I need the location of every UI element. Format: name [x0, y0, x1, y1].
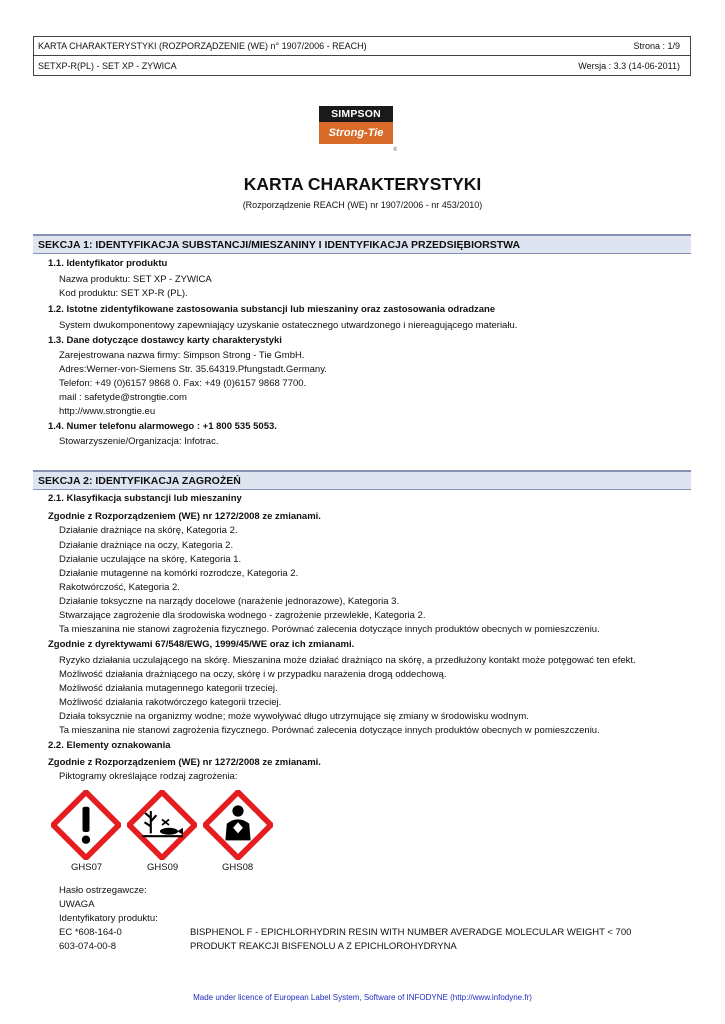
signal-word: UWAGA	[59, 899, 95, 910]
directive-hazard-item: Ryzyko działania uczulającego na skórę. Mieszanina może działać drażniąco na skórę, a przedłużony kontakt może potęgować ten efekt.	[59, 655, 636, 666]
directive-hazard-item: Możliwość działania mutagennego kategorii trzeciej.	[59, 683, 278, 694]
company-email[interactable]: mail : safetyde@strongtie.com	[59, 392, 187, 403]
environment-hazard-icon	[127, 790, 197, 860]
pictogram-label-ghs07: GHS07	[71, 862, 103, 873]
header-row-1	[34, 37, 690, 56]
exclamation-mark-icon	[51, 790, 121, 860]
product-name: Nazwa produktu: SET XP - ZYWICA	[59, 274, 212, 285]
product-reference: SETXP-R(PL) - SET XP - ZYWICA	[38, 60, 177, 71]
simpson-strong-tie-logo: SIMPSON Strong-Tie ®	[319, 106, 393, 146]
directive-hazard-item: Możliwość działania rakotwórczego kategorii trzeciej.	[59, 697, 282, 708]
header-title: KARTA CHARAKTERYSTYKI (ROZPORZĄDZENIE (WE) n° 1907/2006 - REACH)	[38, 41, 367, 51]
directive-hazard-item: Działa toksycznie na organizmy wodne; może wywoływać długo utrzymujące się zmiany w środowisku wodnym.	[59, 711, 529, 722]
pictogram-label-ghs09: GHS09	[147, 862, 179, 873]
clp-hazard-item: Działanie toksyczne na narządy docelowe (narażenie jednorazowe), Kategoria 3.	[59, 596, 400, 607]
header-row-2	[34, 56, 690, 75]
identifier-name: PRODUKT REAKCJI BISFENOLU A Z EPICHLOROHYDRYNA	[190, 941, 457, 952]
clp-hazard-item: Działanie drażniące na skórę, Kategoria 2.	[59, 525, 238, 536]
footer-licence[interactable]: Made under licence of European Label System, Software of INFODYNE (http://www.infodyne.fr)	[193, 993, 532, 1002]
clp-hazard-item: Ta mieszanina nie stanowi zagrożenia fizycznego. Porównać zalecenia dotyczące innych produktów obecnych w pomieszczeniu.	[59, 624, 600, 635]
section-1-4-title: 1.4. Numer telefonu alarmowego : +1 800 535 5053.	[48, 421, 277, 432]
identifier-name: BISPHENOL F - EPICHLORHYDRIN RESIN WITH NUMBER AVERADGE MOLECULAR WEIGHT < 700	[190, 927, 632, 938]
clp-hazard-item: Działanie uczulające na skórę, Kategoria 1.	[59, 554, 242, 565]
version-label: Wersja : 3.3 (14-06-2011)	[578, 60, 680, 71]
clp-hazard-item: Stwarzające zagrożenie dla środowiska wodnego - zagrożenie przewlekłe, Kategoria 2.	[59, 610, 426, 621]
pictograms-label: Piktogramy określające rodzaj zagrożenia:	[59, 771, 238, 782]
section-2-heading: SEKCJA 2: IDENTYFIKACJA ZAGROŻEŃ	[33, 470, 691, 490]
identifier-code: EC *608-164-0	[59, 927, 122, 938]
label-regulation-title: Zgodnie z Rozporządzeniem (WE) nr 1272/2008 ze zmianami.	[48, 757, 321, 768]
company-website[interactable]: http://www.strongtie.eu	[59, 406, 156, 417]
signal-word-label: Hasło ostrzegawcze:	[59, 885, 147, 896]
document-subtitle: (Rozporządzenie REACH (WE) nr 1907/2006 - nr 453/2010)	[242, 200, 483, 210]
health-hazard-icon	[203, 790, 273, 860]
product-identifiers-label: Identyfikatory produktu:	[59, 913, 158, 924]
directive-title: Zgodnie z dyrektywami 67/548/EWG, 1999/45/WE oraz ich zmianami.	[48, 639, 355, 650]
section-2-2-title: 2.2. Elementy oznakowania	[48, 740, 171, 751]
product-code: Kod produktu: SET XP-R (PL).	[59, 288, 188, 299]
directive-hazard-item: Ta mieszanina nie stanowi zagrożenia fizycznego. Porównać zalecenia dotyczące innych produktów obecnych w pomieszczeniu.	[59, 725, 600, 736]
clp-hazard-item: Działanie mutagenne na komórki rozrodcze, Kategoria 2.	[59, 568, 299, 579]
section-2-1-title: 2.1. Klasyfikacja substancji lub mieszaniny	[48, 493, 242, 504]
directive-hazard-item: Możliwość działania drażniącego na oczy, skórę i w przypadku narażenia drogą oddechową.	[59, 669, 447, 680]
section-1-2-text: System dwukomponentowy zapewniający uzyskanie ostatecznego utwardzonego i niereagującego materiału.	[59, 320, 518, 331]
identifier-code: 603-074-00-8	[59, 941, 117, 952]
clp-hazard-item: Rakotwórczość, Kategoria 2.	[59, 582, 180, 593]
clp-hazard-item: Działanie drażniące na oczy, Kategoria 2.	[59, 540, 234, 551]
document-header	[33, 36, 691, 76]
section-1-2-title: 1.2. Istotne zidentyfikowane zastosowania substancji lub mieszaniny oraz zastosowania odradzane	[48, 304, 496, 315]
section-1-3-title: 1.3. Dane dotyczące dostawcy karty charakterystyki	[48, 335, 282, 346]
company-name: Zarejestrowana nazwa firmy: Simpson Strong - Tie GmbH.	[59, 350, 305, 361]
page-number: Strona : 1/9	[633, 41, 680, 51]
document-title: KARTA CHARAKTERYSTYKI	[243, 174, 482, 194]
section-1-1-title: 1.1. Identyfikator produktu	[48, 258, 168, 269]
company-address: Adres:Werner-von-Siemens Str. 35.64319.Pfungstadt.Germany.	[59, 364, 327, 375]
pictogram-label-ghs08: GHS08	[222, 862, 254, 873]
clp-regulation-title: Zgodnie z Rozporządzeniem (WE) nr 1272/2008 ze zmianami.	[48, 511, 321, 522]
section-1-4-text: Stowarzyszenie/Organizacja: Infotrac.	[59, 436, 219, 447]
company-phone: Telefon: +49 (0)6157 9868 0. Fax: +49 (0)6157 9868 7700.	[59, 378, 307, 389]
section-1-heading: SEKCJA 1: IDENTYFIKACJA SUBSTANCJI/MIESZANINY I IDENTYFIKACJA PRZEDSIĘBIORSTWA	[33, 234, 691, 254]
